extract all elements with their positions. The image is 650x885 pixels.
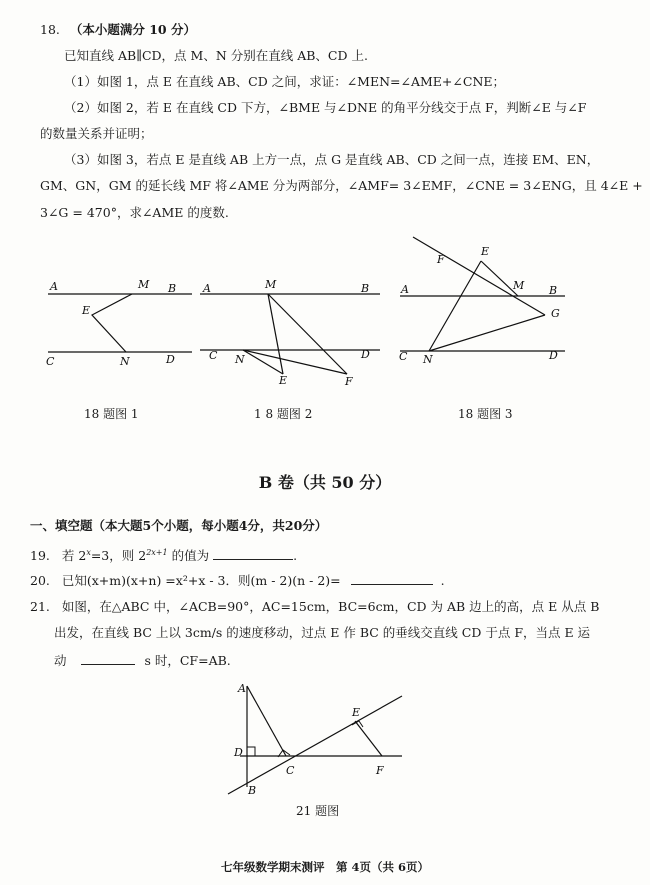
fig21-label-d: D	[234, 746, 243, 759]
fig2-label-a: A	[203, 282, 211, 295]
page-footer: 七年级数学期末测评 第 4页（共 6页）	[220, 860, 429, 874]
q18-score: （本小题满分 10 分）	[69, 22, 196, 37]
q18-part1: （1）如图 1，点 E 在直线 AB、CD 之间，求证：∠MEN=∠AME+∠CNE；	[64, 74, 506, 89]
q18-figure-3	[395, 235, 575, 375]
fig3-label-c: C	[399, 350, 408, 363]
q18-figure-1	[40, 270, 200, 380]
fill-in-heading: 一、填空题（本大题5个小题，每小题4分，共20分）	[30, 518, 328, 533]
q18-number: 18.	[40, 22, 60, 37]
q18-intro: 已知直线 AB∥CD，点 M、N 分别在直线 AB、CD 上.	[64, 48, 368, 63]
q20-answer-blank[interactable]	[351, 572, 433, 585]
fig3-label-f: F	[437, 253, 445, 266]
fig1-label-a: A	[50, 280, 58, 293]
q19-number: 19.	[30, 548, 50, 564]
fig2-label-c: C	[209, 349, 218, 362]
fig3-label-b: B	[549, 284, 558, 297]
fig3-label-g: G	[551, 307, 560, 320]
fig1-label-m: M	[138, 278, 150, 291]
fig3-label-e: E	[481, 245, 490, 258]
q18-part2-line2: 的数量关系并证明；	[40, 126, 153, 141]
q20-number: 20.	[30, 573, 50, 588]
q21-text-line3-post: s 时，CF=AB.	[144, 653, 231, 668]
fig21-label-b: B	[248, 784, 257, 797]
fig2-label-e: E	[279, 374, 288, 387]
fig1-label-d: D	[166, 353, 175, 366]
fig21-label-e: E	[352, 706, 361, 719]
q19	[30, 545, 297, 564]
q20	[30, 572, 445, 589]
q20-text: 已知(x+m)(x+n) =x²+x - 3．则(m - 2)(n - 2)=	[61, 573, 341, 588]
q21-line3	[54, 652, 231, 669]
q21-text-line3-pre: 动	[54, 653, 67, 668]
fig3-caption: 18 题图 3	[458, 407, 513, 421]
fig2-caption: 1 8 题图 2	[254, 407, 313, 421]
fig1-label-e: E	[82, 304, 91, 317]
q18-header	[40, 22, 196, 38]
fig1-label-c: C	[46, 355, 55, 368]
fig21-label-c: C	[286, 764, 295, 777]
q19-pre: 若 2	[61, 548, 87, 564]
section-b-title: B 卷（共 50 分）	[258, 473, 392, 492]
q21-number: 21.	[30, 599, 50, 614]
q19-exp2: 2x+1	[146, 548, 168, 557]
fig3-label-a: A	[401, 283, 409, 296]
fig3-label-m: M	[513, 279, 525, 292]
q18-part3-line3: 3∠G = 470°，求∠AME 的度数.	[40, 205, 229, 220]
fig2-label-d: D	[361, 348, 370, 361]
fig2-label-n: N	[235, 353, 245, 366]
fig21-label-f: F	[376, 764, 384, 777]
q18-part2-line1: （2）如图 2，若 E 在直线 CD 下方，∠BME 与∠DNE 的角平分线交于点 F，判断∠E 与∠F	[64, 100, 587, 115]
fig2-label-m: M	[265, 278, 277, 291]
q19-answer-blank[interactable]	[213, 547, 293, 560]
fig1-label-b: B	[168, 282, 177, 295]
q18-part3-line1: （3）如图 3，若点 E 是直线 AB 上方一点，点 G 是直线 AB、CD 之间一点，连接 EM、EN，	[64, 152, 600, 167]
fig1-caption: 18 题图 1	[84, 407, 139, 421]
q19-end: .	[293, 548, 298, 564]
fig21-label-a: A	[238, 682, 246, 695]
q19-post: 的值为	[167, 548, 210, 564]
q21-line1	[30, 599, 599, 615]
q21-figure	[220, 672, 420, 802]
fig2-label-f: F	[345, 375, 353, 388]
fig3-label-n: N	[423, 353, 433, 366]
q18-figure-2	[195, 270, 385, 390]
q21-answer-blank[interactable]	[81, 652, 135, 665]
q20-end: .	[440, 573, 445, 588]
fig3-label-d: D	[549, 349, 558, 362]
q18-part3-line2: GM、GN，GM 的延长线 MF 将∠AME 分为两部分，∠AMF= 3∠EMF，∠CNE = 3∠ENG，且 4∠E +	[40, 178, 643, 193]
q21-text-line2: 出发，在直线 BC 上以 3cm/s 的速度移动，过点 E 作 BC 的垂线交直线 CD 于点 F，当点 E 运	[54, 625, 591, 640]
fig1-label-n: N	[120, 355, 130, 368]
fig21-caption: 21 题图	[296, 804, 340, 818]
q19-mid: =3，则 2	[90, 548, 147, 564]
q19-exp1: x	[86, 548, 91, 557]
fig2-label-b: B	[361, 282, 370, 295]
q21-text-line1: 如图，在△ABC 中，∠ACB=90°，AC=15cm，BC=6cm，CD 为 AB 边上的高，点 E 从点 B	[61, 599, 600, 614]
